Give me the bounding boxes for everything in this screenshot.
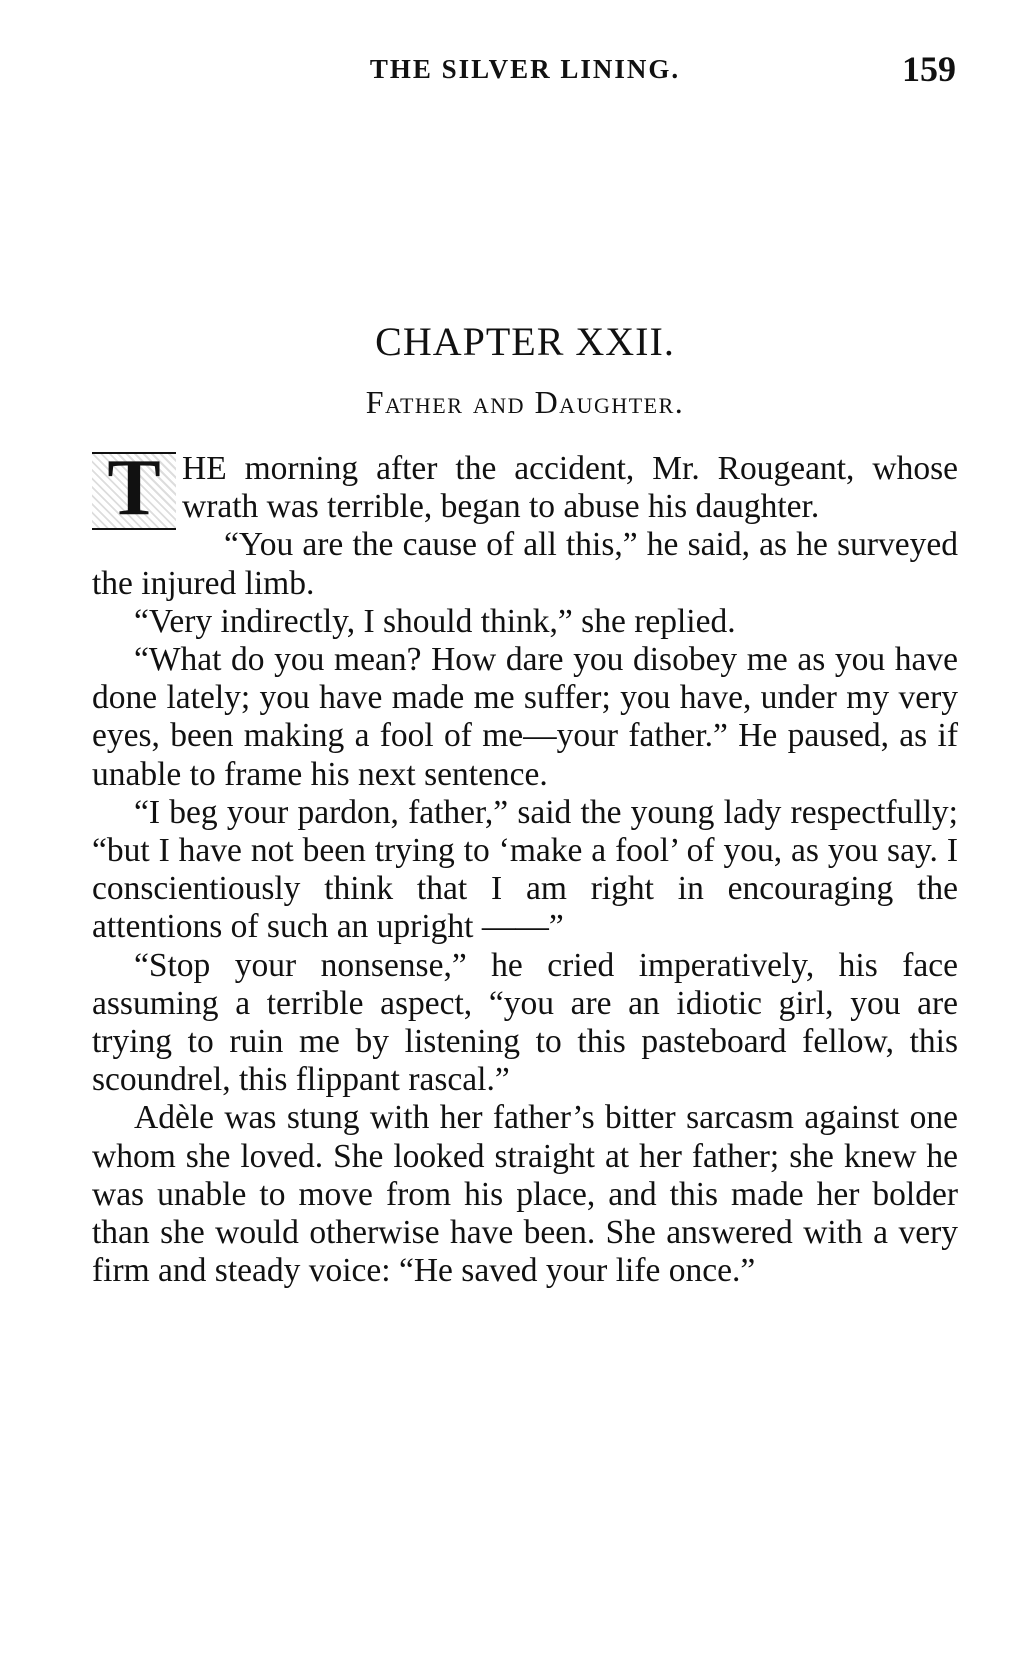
chapter-heading: CHAPTER XXII.: [375, 319, 675, 364]
paragraph: “Stop your nonsense,” he cried imperatively, his face assuming a terrible aspect, “you are an idiotic girl, you are trying to ruin me by listening to this pasteboard fellow, this scoundrel, this flippant rascal.”: [92, 946, 958, 1099]
running-title: THE SILVER LINING.: [369, 54, 681, 84]
body-text: [92, 444, 958, 1290]
paragraph: “I beg your pardon, father,” said the young lady respectfully; “but I have not been trying to ‘make a fool’ of you, as you say. I conscientiously think that I am right in encouraging the attentions of such an upright ——”: [92, 793, 958, 946]
running-head: [90, 48, 960, 98]
chapter-subtitle: Father and Daughter.: [365, 384, 685, 420]
paragraph-text: morning after the accident, Mr. Rougeant, whose wrath was terrible, began to abuse his daughter.: [182, 450, 958, 526]
paragraph: “What do you mean? How dare you disobey me as you have done lately; you have made me suffer; you have, under my very eyes, been making a fool of me—your father.” He paused, as if unable to frame his next sentence.: [92, 641, 958, 793]
drop-cap-initial: T: [92, 452, 176, 530]
lead-in-caps: HE: [182, 450, 227, 487]
paragraph: [92, 444, 958, 532]
page-number: 159: [902, 49, 956, 89]
paragraph: “You are the cause of all this,” he said, as he surveyed the injured limb.: [92, 526, 958, 602]
paragraph: Adèle was stung with her father’s bitter sarcasm against one whom she loved. She looked straight at her father; she knew he was unable to move from his place, and this made her bolder than she would otherwise have been. She answered with a very firm and steady voice: “He saved your life once.”: [92, 1099, 958, 1290]
paragraph: “Very indirectly, I should think,” she replied.: [134, 602, 736, 640]
